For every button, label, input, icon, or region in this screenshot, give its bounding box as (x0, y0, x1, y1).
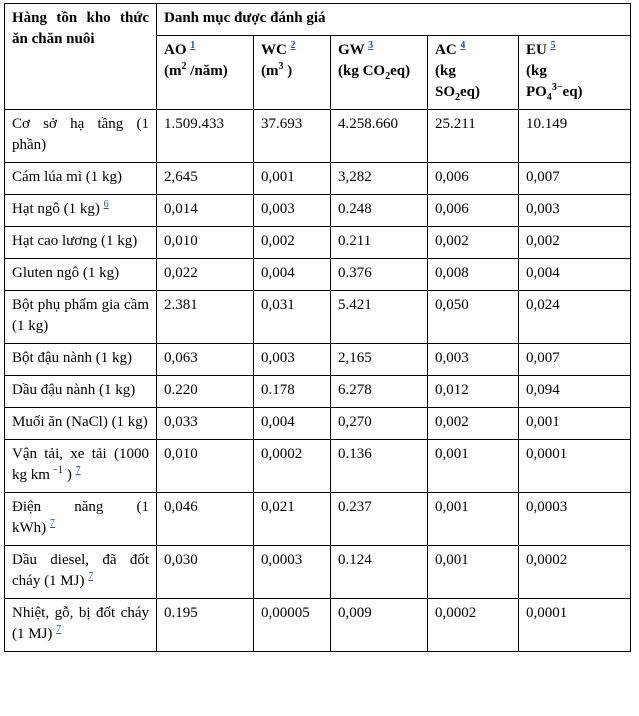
row-label: Dầu đậu nành (1 kg) (12, 382, 136, 398)
value-cell: 0,007 (519, 344, 631, 376)
unit-text: (m (261, 63, 279, 79)
footnote-link[interactable]: 7 (88, 571, 94, 582)
unit-text: (kg (526, 63, 547, 79)
value-cell: 0.376 (331, 259, 428, 291)
column-abbr: GW (338, 42, 365, 58)
value-cell: 0.237 (331, 493, 428, 546)
column-header-ao (157, 36, 254, 110)
row-label-cell (5, 227, 157, 259)
value-cell: 0,0002 (428, 599, 519, 652)
column-abbr: WC (261, 42, 287, 58)
unit-superscript: 2 (181, 61, 187, 72)
table-row (5, 110, 631, 163)
footnote-link[interactable]: 5 (550, 40, 556, 51)
footnote-link[interactable]: 7 (49, 518, 55, 529)
unit-text: eq) (460, 84, 481, 100)
group-title: Danh mục được đánh giá (164, 10, 326, 26)
value-cell: 0,033 (157, 408, 254, 440)
value-cell: 0,002 (519, 227, 631, 259)
value-cell: 0,001 (428, 440, 519, 493)
row-label: Nhiệt, gỗ, bị đốt cháy (1 MJ) (12, 605, 149, 642)
table-row (5, 344, 631, 376)
value-cell: 0,012 (428, 376, 519, 408)
row-label: Muối ăn (NaCl) (1 kg) (12, 414, 148, 430)
unit-text: (kg (435, 63, 456, 79)
footnote-link[interactable]: 6 (103, 199, 109, 210)
table-row (5, 291, 631, 344)
footnote-link[interactable]: 7 (75, 465, 81, 476)
value-cell: 0,003 (254, 195, 331, 227)
value-cell: 0,001 (428, 493, 519, 546)
row-label: Cám lúa mì (1 kg) (12, 169, 122, 185)
row-label: kWh) (12, 520, 47, 536)
value-cell: 0,006 (428, 163, 519, 195)
group-header-cell (157, 4, 631, 36)
row-label: năng (74, 499, 104, 515)
value-cell: 0,001 (254, 163, 331, 195)
column-header-ac (428, 36, 519, 110)
value-cell: 0.178 (254, 376, 331, 408)
row-label: Dầu diesel, đã đốt cháy (1 MJ) (12, 552, 149, 589)
value-cell: 0,00005 (254, 599, 331, 652)
value-cell: 0,063 (157, 344, 254, 376)
value-cell: 10.149 (519, 110, 631, 163)
table-row (5, 259, 631, 291)
footnote-link[interactable]: 1 (190, 40, 196, 51)
row-label: Bột phụ phẩm gia cầm (1 kg) (12, 297, 149, 334)
unit-subscript: 4 (546, 92, 552, 103)
unit-text: eq) (390, 63, 411, 79)
table-row (5, 195, 631, 227)
value-cell: 0.220 (157, 376, 254, 408)
table-row (5, 546, 631, 599)
column-abbr: AC (435, 42, 457, 58)
unit-text: /năm) (186, 63, 228, 79)
table-row (5, 227, 631, 259)
value-cell: 6.278 (331, 376, 428, 408)
value-cell: 0.136 (331, 440, 428, 493)
row-label-cell (5, 195, 157, 227)
value-cell: 0,002 (254, 227, 331, 259)
row-label-cell (5, 546, 157, 599)
value-cell: 0,007 (519, 163, 631, 195)
value-cell: 2,165 (331, 344, 428, 376)
value-cell: 3,282 (331, 163, 428, 195)
value-cell: 0,003 (519, 195, 631, 227)
value-cell: 0,046 (157, 493, 254, 546)
value-cell: 0,0003 (519, 493, 631, 546)
row-label-cell (5, 408, 157, 440)
unit-text: (kg CO (338, 63, 386, 79)
value-cell: 0.211 (331, 227, 428, 259)
column-abbr: AO (164, 42, 187, 58)
value-cell: 0,021 (254, 493, 331, 546)
row-header-cell (5, 4, 157, 110)
row-label-cell (5, 344, 157, 376)
lca-inventory-table (4, 3, 631, 652)
value-cell: 0.124 (331, 546, 428, 599)
value-cell: 0,006 (428, 195, 519, 227)
row-label: Vận tải, xe tải (1000 kg km (12, 446, 149, 483)
value-cell: 0,004 (519, 259, 631, 291)
value-cell: 0,0001 (519, 599, 631, 652)
value-cell: 0.248 (331, 195, 428, 227)
value-cell: 0,002 (428, 227, 519, 259)
table-row (5, 163, 631, 195)
footnote-link[interactable]: 7 (56, 624, 62, 635)
footnote-link[interactable]: 4 (460, 40, 466, 51)
unit-superscript: 3− (551, 82, 563, 93)
value-cell: 0,010 (157, 440, 254, 493)
table-row (5, 493, 631, 546)
column-header-eu (519, 36, 631, 110)
unit-superscript: −1 (49, 465, 64, 476)
unit-text: PO (526, 84, 547, 100)
value-cell: 0,002 (428, 408, 519, 440)
value-cell: 0,0002 (519, 546, 631, 599)
row-label: Bột đậu nành (1 kg) (12, 350, 132, 366)
row-label-cell (5, 599, 157, 652)
row-label: (1 (136, 499, 149, 515)
unit-superscript: 3 (278, 61, 284, 72)
table-row (5, 408, 631, 440)
table-row (5, 440, 631, 493)
value-cell: 0,030 (157, 546, 254, 599)
unit-text: SO (435, 84, 456, 100)
value-cell: 5.421 (331, 291, 428, 344)
row-label: Điện (12, 499, 42, 515)
value-cell: 0,0001 (519, 440, 631, 493)
unit-text: ) (283, 63, 293, 79)
value-cell: 0,0002 (254, 440, 331, 493)
value-cell: 0,024 (519, 291, 631, 344)
unit-text: (m (164, 63, 182, 79)
row-label-cell (5, 163, 157, 195)
value-cell: 0,022 (157, 259, 254, 291)
table-row (5, 599, 631, 652)
row-label-cell (5, 440, 157, 493)
row-label: Gluten ngô (1 kg) (12, 265, 120, 281)
row-label: ) (63, 467, 72, 483)
row-label-cell (5, 259, 157, 291)
value-cell: 0,0003 (254, 546, 331, 599)
unit-subscript: 2 (385, 71, 391, 82)
value-cell: 0,050 (428, 291, 519, 344)
value-cell: 0,008 (428, 259, 519, 291)
table-row (5, 376, 631, 408)
value-cell: 0,031 (254, 291, 331, 344)
row-label-cell (5, 493, 157, 546)
value-cell: 4.258.660 (331, 110, 428, 163)
row-label-cell (5, 376, 157, 408)
row-label: Hạt ngô (1 kg) (12, 201, 100, 217)
footnote-link[interactable]: 2 (290, 40, 296, 51)
value-cell: 0,003 (428, 344, 519, 376)
value-cell: 2.381 (157, 291, 254, 344)
header-row-1 (5, 4, 631, 36)
value-cell: 0,004 (254, 259, 331, 291)
row-label-cell (5, 291, 157, 344)
value-cell: 0,014 (157, 195, 254, 227)
row-label: Cơ sở hạ tầng (1 phần) (12, 116, 149, 153)
value-cell: 0,009 (331, 599, 428, 652)
value-cell: 0,001 (428, 546, 519, 599)
row-label-cell (5, 110, 157, 163)
value-cell: 0,003 (254, 344, 331, 376)
value-cell: 0,001 (519, 408, 631, 440)
footnote-link[interactable]: 3 (368, 40, 374, 51)
value-cell: 25.211 (428, 110, 519, 163)
value-cell: 1.509.433 (157, 110, 254, 163)
column-abbr: EU (526, 42, 547, 58)
column-header-wc (254, 36, 331, 110)
column-header-gw (331, 36, 428, 110)
value-cell: 0,004 (254, 408, 331, 440)
unit-subscript: 2 (455, 92, 461, 103)
value-cell: 0,270 (331, 408, 428, 440)
value-cell: 2,645 (157, 163, 254, 195)
value-cell: 0,010 (157, 227, 254, 259)
row-label: Hạt cao lương (1 kg) (12, 233, 138, 249)
unit-text: eq) (562, 84, 583, 100)
value-cell: 0.195 (157, 599, 254, 652)
value-cell: 0,094 (519, 376, 631, 408)
value-cell: 37.693 (254, 110, 331, 163)
row-header-text: Hàng tồn kho thức ăn chăn nuôi (12, 10, 149, 47)
